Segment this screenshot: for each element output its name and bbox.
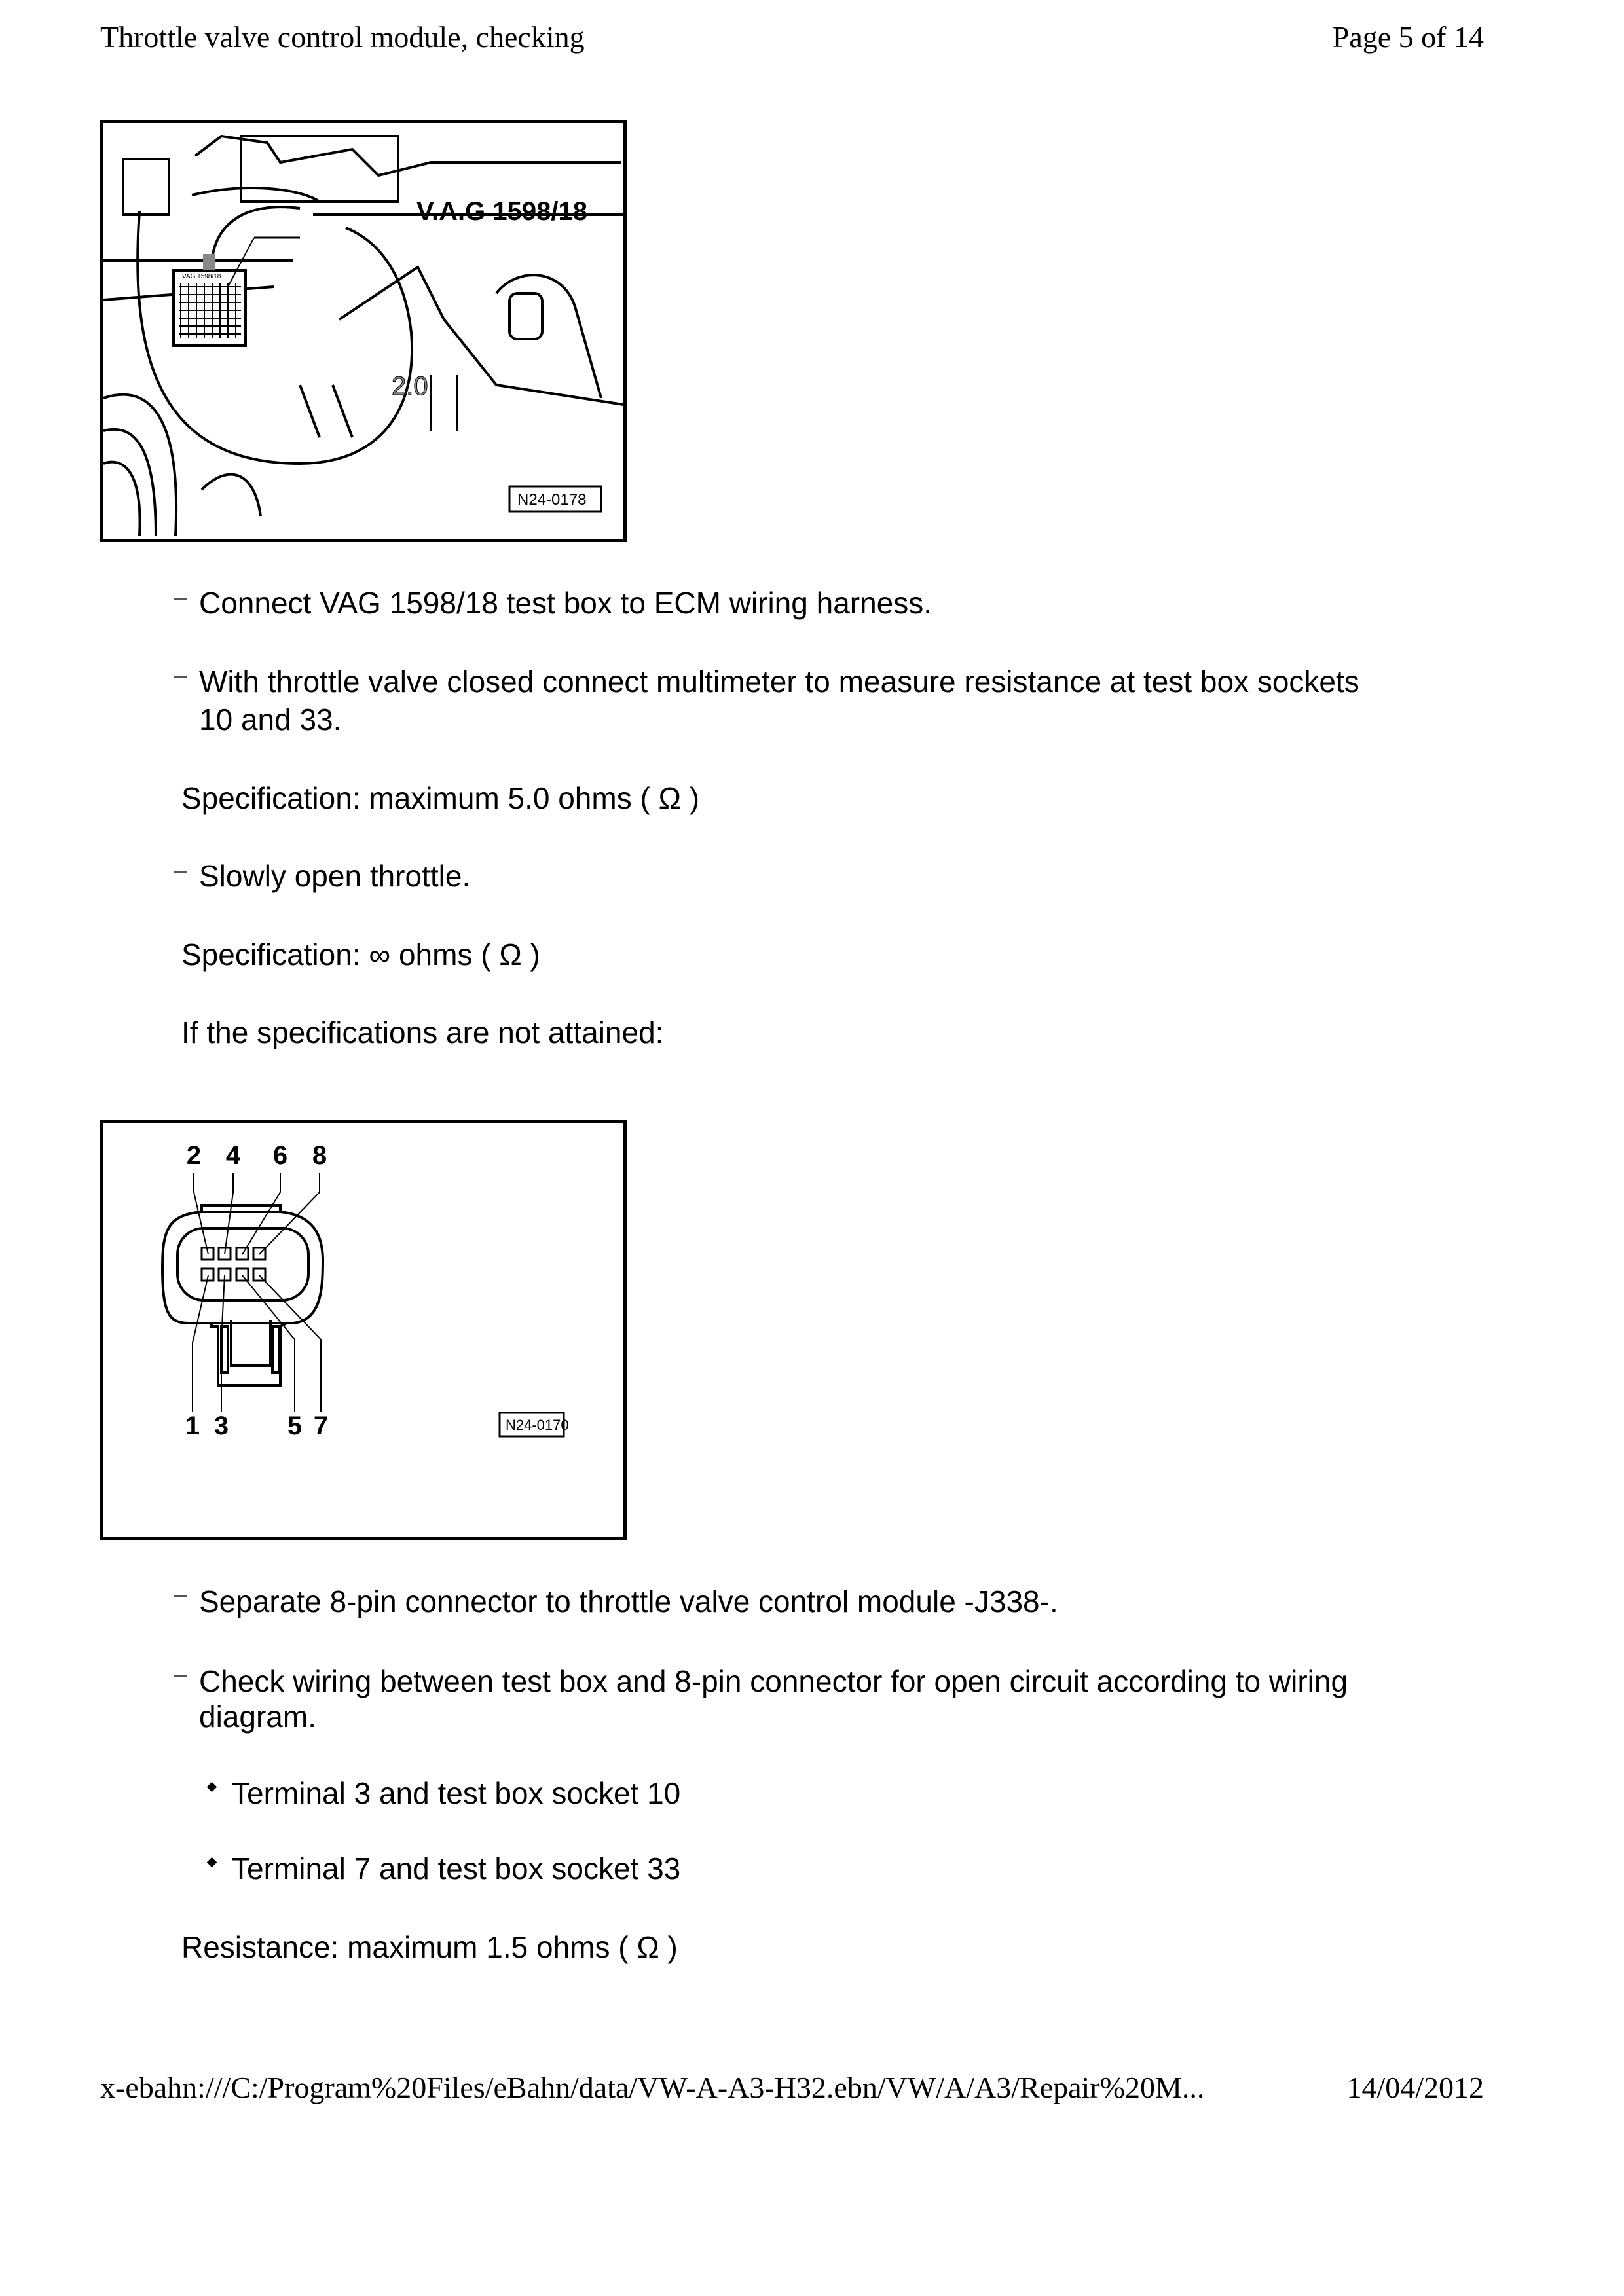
resistance-spec: Resistance: maximum 1.5 ohms ( Ω ) — [181, 1930, 678, 1964]
specification-closed: Specification: maximum 5.0 ohms ( Ω ) — [181, 781, 700, 815]
page-title: Throttle valve control module, checking — [100, 20, 585, 54]
step-dash — [174, 676, 187, 678]
tool-label: V.A.G 1598/18 — [416, 197, 587, 226]
step-measure-resistance: With throttle valve closed connect multimeter to measure resistance at test box sockets — [199, 665, 1359, 699]
pin-label: 6 — [272, 1141, 288, 1170]
engine-bay-drawing — [103, 123, 623, 539]
step-connect-test-box: Connect VAG 1598/18 test box to ECM wiring harness. — [199, 586, 932, 620]
figure-ref: N24-0170 — [506, 1417, 569, 1433]
pin-label: 5 — [287, 1412, 303, 1440]
step-dash — [174, 598, 187, 600]
not-attained-note: If the specifications are not attained: — [181, 1015, 664, 1049]
figure-ref: N24-0178 — [517, 491, 587, 509]
test-box-connection-illustration — [100, 120, 627, 542]
step-dash — [174, 871, 187, 873]
footer-date: 14/04/2012 — [1346, 2071, 1484, 2104]
pin-label: 3 — [213, 1412, 229, 1440]
pin-label: 1 — [185, 1412, 200, 1440]
engine-badge: 2.0 — [392, 372, 428, 401]
step-separate-connector: Separate 8-pin connector to throttle valve control module -J338-. — [199, 1584, 1058, 1618]
pin-label: 8 — [312, 1141, 327, 1170]
connector-pinout-illustration — [100, 1120, 627, 1540]
step-check-wiring-cont: diagram. — [199, 1700, 316, 1734]
step-dash — [174, 1595, 187, 1597]
pin-label: 2 — [186, 1141, 202, 1170]
specification-open: Specification: ∞ ohms ( Ω ) — [181, 938, 540, 972]
step-measure-resistance-cont: 10 and 33. — [199, 702, 342, 737]
pin-sockets — [202, 1248, 265, 1281]
step-check-wiring: Check wiring between test box and 8-pin connector for open circuit according to wiring — [199, 1664, 1348, 1698]
test-box-label: VAG 1598/18 — [182, 273, 221, 280]
terminal-item: Terminal 7 and test box socket 33 — [232, 1851, 681, 1886]
terminal-item: Terminal 3 and test box socket 10 — [232, 1776, 681, 1810]
footer-path: x-ebahn:///C:/Program%20Files/eBahn/data/VW-A-A3-H32.ebn/VW/A/A3/Repair%20M... — [100, 2071, 1205, 2104]
pin-label: 7 — [313, 1412, 329, 1440]
step-dash — [174, 1675, 187, 1677]
connector-drawing — [103, 1123, 623, 1537]
page-number: Page 5 of 14 — [1332, 20, 1484, 54]
bullet-icon — [207, 1782, 217, 1793]
step-open-throttle: Slowly open throttle. — [199, 859, 471, 893]
pin-label: 4 — [225, 1141, 241, 1170]
test-box-icon — [174, 254, 246, 346]
bullet-icon — [207, 1857, 217, 1868]
